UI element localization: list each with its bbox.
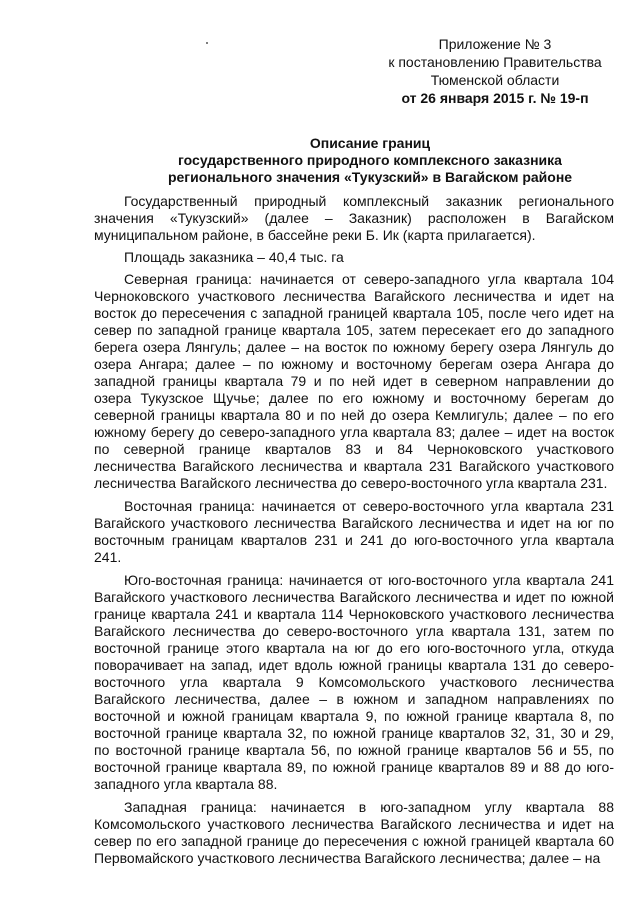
intro-paragraph: Государственный природный комплексный заказник регионального значения «Тукузский» (далее – Заказник) расположен в Вагайском муниципальном районе, в бассейне реки Б. Ик (карта прилагается).	[94, 193, 614, 243]
document-title	[96, 135, 640, 186]
title-line-1: Описание границ	[309, 135, 431, 151]
title-line-3: регионального значения «Тукузский» в Вагайском районе	[167, 169, 573, 185]
document-body	[94, 193, 614, 873]
appendix-date-number: от 26 января 2015 г. № 19-п	[401, 90, 589, 106]
appendix-resolution-ref: к постановлению Правительства	[388, 54, 602, 70]
eastern-border-paragraph: Восточная граница: начинается от северо-восточного угла квартала 231 Вагайского участкового лесничества Вагайского лесничества и идет на юг по восточным границам кварталов 231 и 241 до юго-восточного угла квартала 241.	[94, 498, 614, 565]
southeastern-border-paragraph: Юго-восточная граница: начинается от юго-восточного угла квартала 241 Вагайского участкового лесничества Вагайского лесничества и идет по южной границе квартала 241 и квартала 114 Черноковского участкового лесничества Вагайского лесничества до северо-восточного угла квартала 131, затем по восточной границе этого квартала на юг до его юго-восточного угла, откуда поворачивает на запад, идет вдоль южной границы квартала 131 до северо-восточного угла квартала 9 Комсомольского участкового лесничества Вагайского лесничества, далее – в южном и западном направлениях по восточной и южной границам квартала 9, по южной границе квартала 8, по восточной границе квартала 32, по южной границе кварталов 32, 31, 30 и 29, по восточной границе квартала 56, по южной границе кварталов 56 и 55, по восточной границе квартала 89, по южной границе кварталов 89 и 88 до юго-западного угла квартала 88.	[94, 572, 614, 792]
appendix-number: Приложение № 3	[438, 36, 552, 52]
appendix-header	[372, 35, 618, 107]
northern-border-paragraph: Северная граница: начинается от северо-западного угла квартала 104 Черноковского участкового лесничества Вагайского лесничества и идет на восток до пересечения с западной границей квартала 105, после чего идет на север по западной границе квартала 105, затем пересекает его до западного берега озера Лянгуль; далее – на восток по южному берегу озера Лянгуль до озера Ангара; далее – по южному и восточному берегам озера Ангара до западной границы квартала 79 и по ней идет в северном направлении до озера Тукузское Щучье; далее по его южному и восточному берегам до северной границы квартала 80 и по ней до озера Кемлигуль; далее – по его южному берегу до северо-западного угла квартала 83; далее – идет на восток по северной границе кварталов 83 и 84 Черноковского участкового лесничества Вагайского лесничества и квартала 231 Вагайского участкового лесничества Вагайского лесничества до северо-восточного угла квартала 231.	[94, 271, 614, 491]
title-line-2: государственного природного комплексного заказника	[178, 152, 562, 168]
western-border-paragraph: Западная граница: начинается в юго-западном углу квартала 88 Комсомольского участкового лесничества Вагайского лесничества и идет на север по его западной границе до пересечения с южной границей квартала 60 Первомайского участкового лесничества Вагайского лесничества; далее – на	[94, 799, 614, 866]
appendix-region: Тюменской области	[430, 72, 560, 88]
scan-speck	[206, 42, 208, 44]
area-paragraph: Площадь заказника – 40,4 тыс. га	[124, 249, 344, 265]
